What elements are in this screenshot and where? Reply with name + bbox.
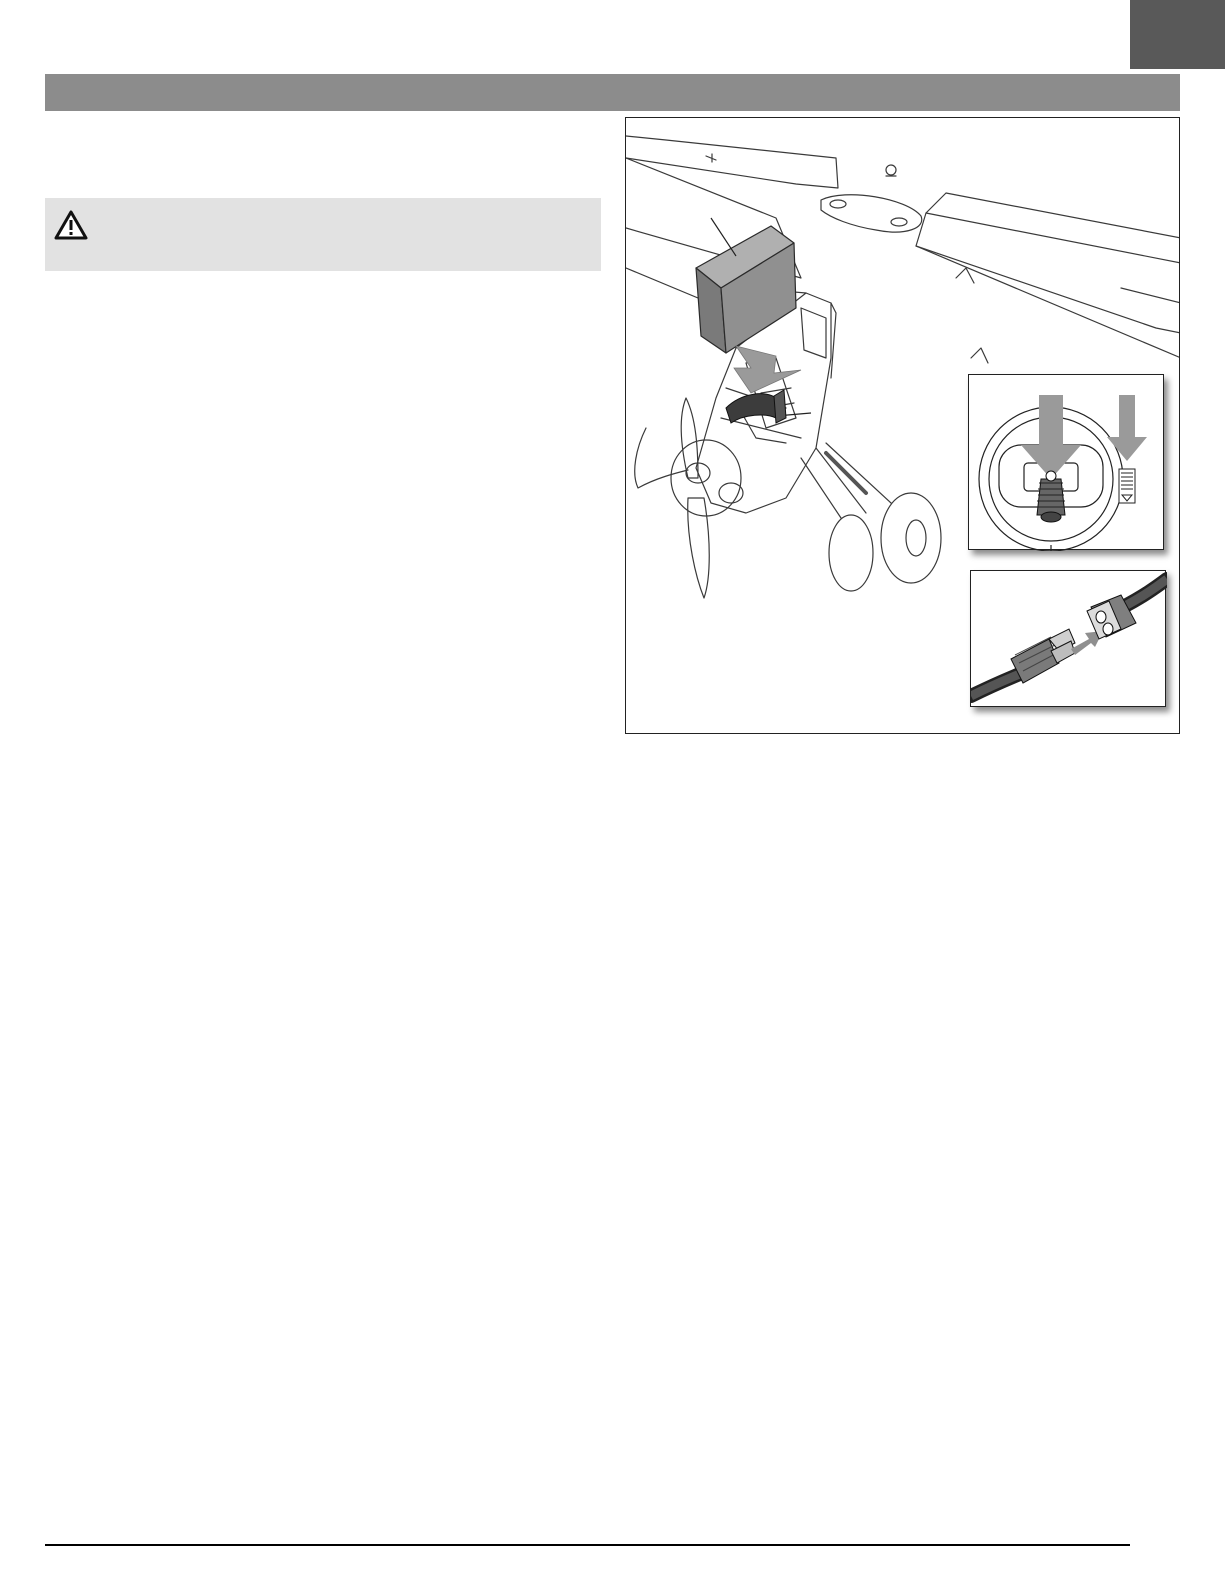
throttle-down-arrow xyxy=(1021,395,1081,479)
trim-indicator xyxy=(1119,469,1135,503)
insert-arrow xyxy=(734,346,801,393)
trim-down-arrow xyxy=(1107,395,1147,461)
battery-strap xyxy=(726,394,776,423)
right-wheel xyxy=(881,493,941,583)
section-heading-bar xyxy=(45,74,1180,111)
throttle-stick xyxy=(1037,471,1065,522)
callout-leader-battery xyxy=(711,218,736,256)
warning-triangle-icon xyxy=(54,210,88,240)
connector-illustration xyxy=(971,571,1167,708)
footer-rule xyxy=(45,1544,1130,1546)
right-wing xyxy=(916,213,1180,333)
warning-box xyxy=(45,198,601,271)
male-connector xyxy=(1011,629,1075,683)
cowling xyxy=(671,440,741,516)
throttle-stick-illustration xyxy=(969,375,1165,551)
battery-installation-figure xyxy=(625,117,1180,734)
language-tab xyxy=(1130,0,1225,69)
left-wing xyxy=(626,136,838,188)
landing-gear xyxy=(801,443,891,518)
battery xyxy=(696,226,796,353)
left-wheel xyxy=(829,515,873,591)
transmitter-throttle-inset xyxy=(968,374,1164,550)
battery-connector-inset xyxy=(970,570,1166,707)
